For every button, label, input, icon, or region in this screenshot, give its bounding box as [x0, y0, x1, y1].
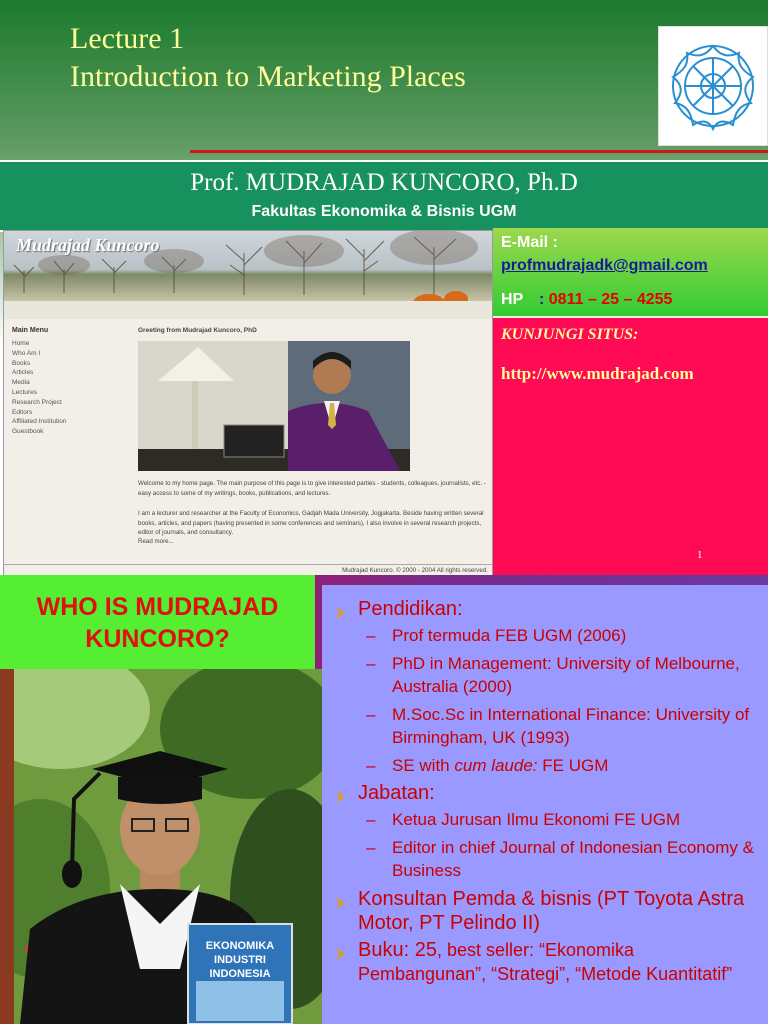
education-text: M.Soc.Sc in International Finance: University of Birmingham, UK (1993)	[392, 704, 750, 747]
bullet-arrow-icon	[333, 602, 347, 616]
faculty-name: Fakultas Ekonomika & Bisnis UGM	[251, 203, 517, 220]
svg-text:EKONOMIKA: EKONOMIKA	[205, 940, 275, 952]
site-body	[4, 319, 492, 575]
bullet-arrow-icon	[333, 786, 347, 800]
hp-number-text: 0811 – 25 – 4255	[544, 291, 673, 308]
site-menu-item: Articles	[12, 369, 34, 377]
hp-label: HP	[501, 291, 524, 308]
website-url[interactable]: http://www.mudrajad.com	[501, 364, 694, 383]
position-item: – Editor in chief Journal of Indonesian Economy & Business	[366, 837, 754, 880]
who-title-line1: WHO IS MUDRAJAD	[36, 593, 279, 621]
site-paragraph-1: Welcome to my home page. The main purpose of this page is to give interested parties - students, colleagues, journalists, etc. - easy access to some of my writings, books, publications, and lectures.	[138, 480, 486, 497]
page-number: 1	[697, 549, 703, 561]
site-footer-divider	[4, 564, 492, 565]
bio-panel	[322, 585, 768, 1024]
education-item: – SE with cum laude: FE UGM	[366, 755, 609, 775]
site-banner	[4, 231, 492, 301]
se-prefix: SE with	[392, 755, 455, 775]
name-band	[0, 160, 768, 232]
bullet-education	[330, 597, 764, 621]
site-menu-item: Who Am I	[12, 349, 41, 357]
site-menu-item: Books	[12, 359, 31, 367]
site-menu-item: Home	[12, 340, 30, 347]
position-heading: Jabatan:	[358, 782, 435, 804]
education-item: – M.Soc.Sc in International Finance: University of Birmingham, UK (1993)	[366, 704, 750, 747]
bullet-arrow-icon	[333, 943, 347, 957]
site-menu-title: Main Menu	[12, 327, 49, 334]
site-read-more: Read more...	[138, 538, 174, 545]
visit-label: KUNJUNGI SITUS:	[501, 326, 639, 343]
site-menu-item: Affiliated Institution	[12, 418, 67, 426]
site-menu-item: Research Project	[12, 398, 62, 406]
site-copyright: Mudrajad Kuncoro. © 2000 - 2004 All rights reserved.	[342, 567, 488, 574]
contact-box	[493, 228, 768, 316]
books-prefix: Buku: 25	[358, 938, 437, 961]
position-text: Editor in chief Journal of Indonesian Economy & Business	[392, 837, 754, 880]
site-menu-item: Editors	[12, 408, 33, 416]
education-item: – PhD in Management: University of Melbourne, Australia (2000)	[366, 653, 740, 696]
site-menu-item: Lectures	[12, 388, 37, 396]
se-suffix: FE UGM	[537, 755, 609, 775]
education-text: Prof termuda FEB UGM (2006)	[392, 626, 627, 645]
bullet-consultant	[330, 887, 764, 935]
who-title-line2: KUNCORO?	[85, 625, 230, 653]
email-label: E-Mail :	[501, 234, 558, 251]
svg-text:INDONESIA: INDONESIA	[209, 968, 271, 980]
visit-box	[493, 318, 768, 575]
site-menu-item: Guestbook	[12, 428, 44, 436]
slide-2	[0, 575, 768, 1024]
position-text: Ketua Jurusan Ilmu Ekonomi FE UGM	[392, 810, 681, 829]
books-rest: , best seller: “Ekonomika Pembangunan”, “Strategi”, “Metode Kuantitatif”	[358, 939, 733, 984]
site-paragraph-2: I am a lecturer and researcher at the Faculty of Economics, Gadjah Mada University, Jogjakarta. Beside having written several books, articles, and papers (having presented in some conferences and seminars), I also involve in several research projects, editor of journals, and consultancy.	[138, 510, 484, 536]
hp-colon: :	[539, 291, 545, 308]
education-text: PhD in Management: University of Melbourne, Australia (2000)	[392, 653, 740, 696]
education-item: – Prof termuda FEB UGM (2006)	[366, 626, 627, 645]
professor-name: Prof. MUDRAJAD KUNCORO, Ph.D	[190, 169, 578, 196]
who-title-box	[0, 575, 315, 669]
site-strip	[4, 301, 492, 319]
who-title	[0, 591, 315, 655]
site-menu-item: Media	[12, 379, 30, 387]
education-heading: Pendidikan:	[358, 598, 463, 620]
professor-office-photo	[138, 341, 410, 471]
lecture-title: Introduction to Marketing Places	[70, 60, 466, 93]
se-italic: cum laude:	[454, 755, 538, 775]
ugm-seal-logo	[658, 26, 768, 146]
lecture-number: Lecture 1	[70, 22, 185, 55]
website-screenshot	[3, 230, 493, 575]
bullet-position	[330, 781, 764, 805]
consultant-text: Konsultan Pemda & bisnis (PT Toyota Astra Motor, PT Pelindo II)	[358, 887, 745, 934]
svg-text:INDUSTRI: INDUSTRI	[214, 954, 266, 966]
email-link[interactable]: profmudrajadk@gmail.com	[501, 257, 708, 274]
graduation-photo	[0, 669, 322, 1024]
bio-list	[330, 597, 764, 989]
bullet-books	[330, 938, 764, 986]
site-greeting: Greeting from Mudrajad Kuncoro, PhD	[138, 327, 257, 334]
site-menu	[12, 339, 66, 437]
site-name: Mudrajad Kuncoro	[16, 235, 160, 255]
position-item: – Ketua Jurusan Ilmu Ekonomi FE UGM	[366, 810, 681, 829]
red-divider	[190, 150, 768, 153]
hp-number	[539, 291, 672, 309]
bullet-arrow-icon	[333, 892, 347, 906]
